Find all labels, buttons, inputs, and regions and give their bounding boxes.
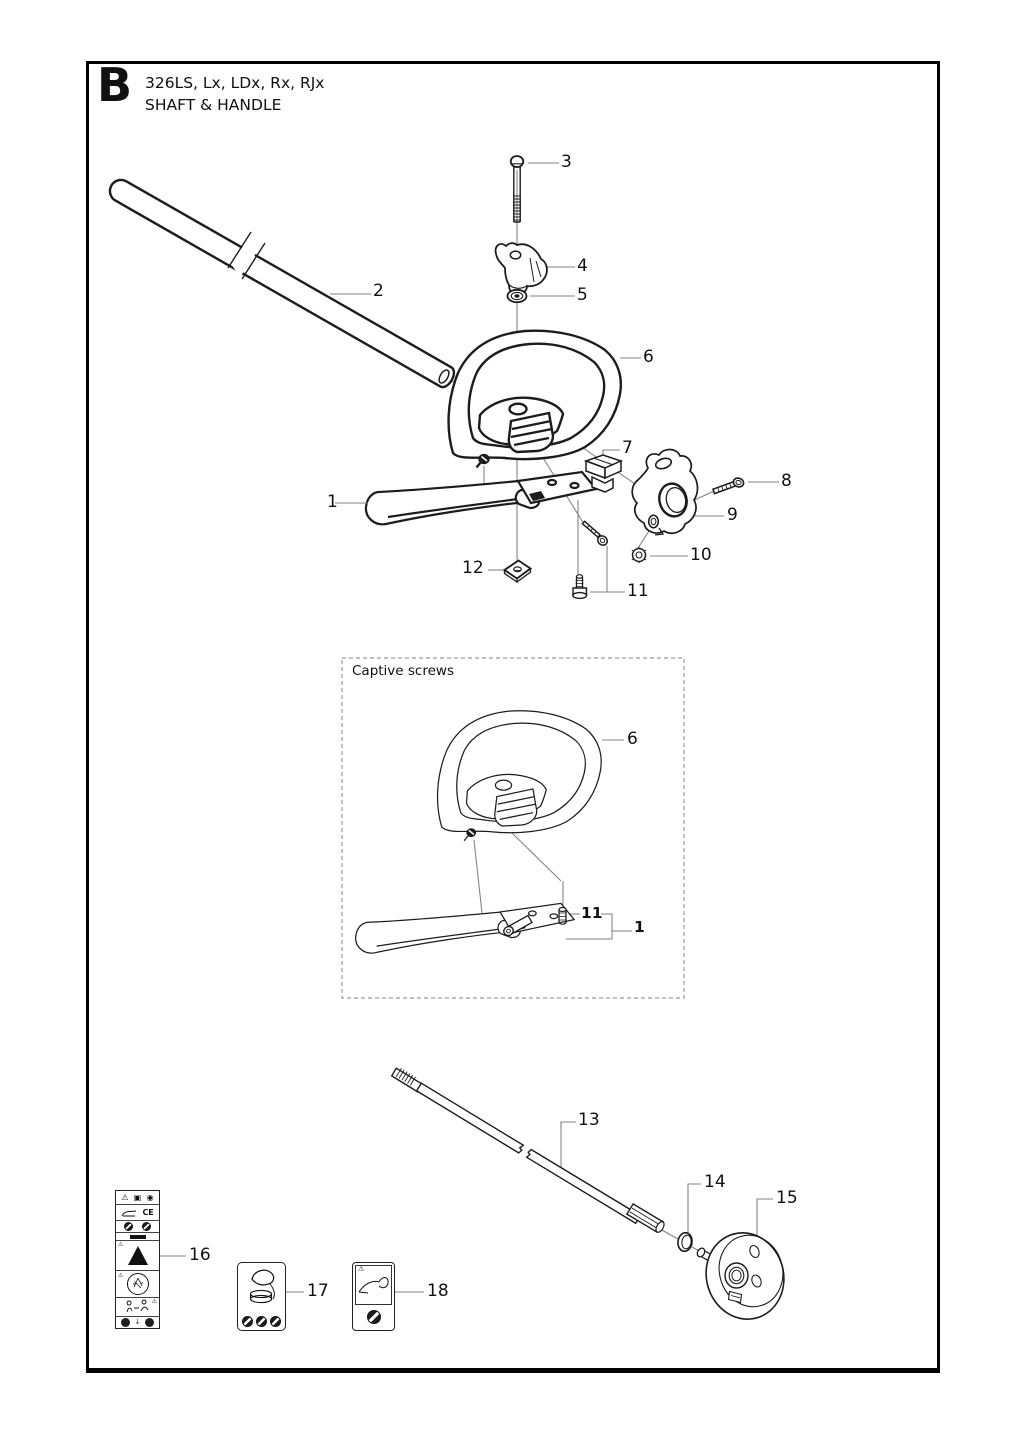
callout-11: 11 — [627, 581, 649, 601]
decal16-row-triangle — [116, 1241, 159, 1271]
warning-triangle-icon: ⚠ — [151, 1298, 157, 1306]
callout-8: 8 — [781, 471, 792, 491]
callout-1: 1 — [327, 492, 338, 512]
callout-18: 18 — [427, 1281, 449, 1301]
thrown-objects-pictogram — [126, 1272, 150, 1296]
callout-inset-11: 11 — [581, 904, 603, 922]
callout-17: 17 — [307, 1281, 329, 1301]
machine-pictogram — [121, 1207, 137, 1218]
part-8-bolt — [713, 477, 745, 494]
warning-decal-small — [352, 1262, 395, 1331]
callout-6: 6 — [643, 347, 654, 367]
callout-12: 12 — [462, 558, 484, 578]
callout-14: 14 — [704, 1172, 726, 1192]
ear-protection-icon: ◉ — [146, 1192, 154, 1202]
helmet-icon: ▣ — [133, 1192, 142, 1202]
part-2-shaft-tube — [110, 180, 454, 387]
callout-5: 5 — [577, 285, 588, 305]
callout-inset-1: 1 — [634, 918, 645, 936]
prohibition-icon — [270, 1316, 281, 1327]
callout-9: 9 — [727, 505, 738, 525]
prohibition-row — [242, 1316, 281, 1327]
inset-captive-screws — [342, 658, 684, 998]
warning-decal-strip — [115, 1190, 160, 1329]
part-7-clamp — [586, 455, 621, 492]
prohibition-icon — [242, 1316, 253, 1327]
callout-2: 2 — [373, 281, 384, 301]
warning-triangle-icon: ⚠ — [118, 1271, 124, 1279]
decal16-row-boots — [116, 1317, 159, 1328]
part-10-nut — [632, 547, 646, 563]
part-1-front-handle — [366, 472, 596, 524]
callout-7: 7 — [622, 438, 633, 458]
trimmer-head-pictogram — [240, 1265, 284, 1307]
prohibition-icon — [142, 1222, 151, 1231]
part-5-washer — [508, 290, 527, 302]
warning-triangle-icon: ⚠ — [121, 1192, 129, 1202]
black-bar — [130, 1235, 146, 1239]
prohibition-row — [367, 1310, 381, 1324]
decal16-row-bar — [116, 1233, 159, 1241]
part-15-clutch-drum — [696, 1224, 794, 1329]
callout-inset-6: 6 — [627, 729, 638, 749]
part-6-loop-handle — [449, 331, 621, 468]
part-12-square-nut — [505, 561, 531, 583]
callout-16: 16 — [189, 1245, 211, 1265]
down-arrow-icon: ↓ — [134, 1318, 141, 1327]
inset-loop-handle — [438, 711, 602, 841]
inset-title: Captive screws — [352, 663, 454, 679]
projection-lines — [447, 170, 714, 1253]
callout-10: 10 — [690, 545, 712, 565]
ce-mark: CE — [142, 1207, 154, 1217]
part-11-screw-diagonal — [582, 521, 609, 547]
part-4-wing-knob — [496, 243, 547, 294]
protective-gear-icon — [121, 1318, 130, 1327]
bystander-pictogram — [122, 1299, 154, 1315]
decal16-row-thrown-objects — [116, 1271, 159, 1299]
section-letter: B — [97, 58, 133, 112]
callout-15: 15 — [776, 1188, 798, 1208]
prohibition-icon — [256, 1316, 267, 1327]
part-14-ring — [677, 1232, 693, 1252]
decal16-row-bystanders — [116, 1298, 159, 1317]
part-9-bracket — [632, 449, 697, 535]
decal16-row-prohibition — [116, 1221, 159, 1233]
decal18-pictogram-box — [355, 1265, 392, 1305]
decal16-row-ce — [116, 1205, 159, 1220]
part-13-drive-shaft — [392, 1068, 666, 1233]
prohibition-icon — [367, 1310, 381, 1324]
callout-13: 13 — [578, 1110, 600, 1130]
kickback-warning-triangle — [128, 1246, 148, 1265]
protective-gear-icon — [145, 1318, 154, 1327]
part-11-screw-vertical — [573, 575, 587, 599]
prohibition-icon — [124, 1222, 133, 1231]
decal16-row-icons — [116, 1191, 159, 1205]
trimmer-head-decal — [237, 1262, 286, 1331]
model-list: 326LS, Lx, LDx, Rx, RJx — [145, 74, 325, 92]
warning-triangle-icon: ⚠ — [118, 1240, 124, 1248]
inset-front-handle — [356, 903, 575, 953]
callout-4: 4 — [577, 256, 588, 276]
warning-triangle-icon: ⚠ — [358, 1265, 365, 1273]
callout-3: 3 — [561, 152, 572, 172]
page-title: SHAFT & HANDLE — [145, 96, 282, 114]
